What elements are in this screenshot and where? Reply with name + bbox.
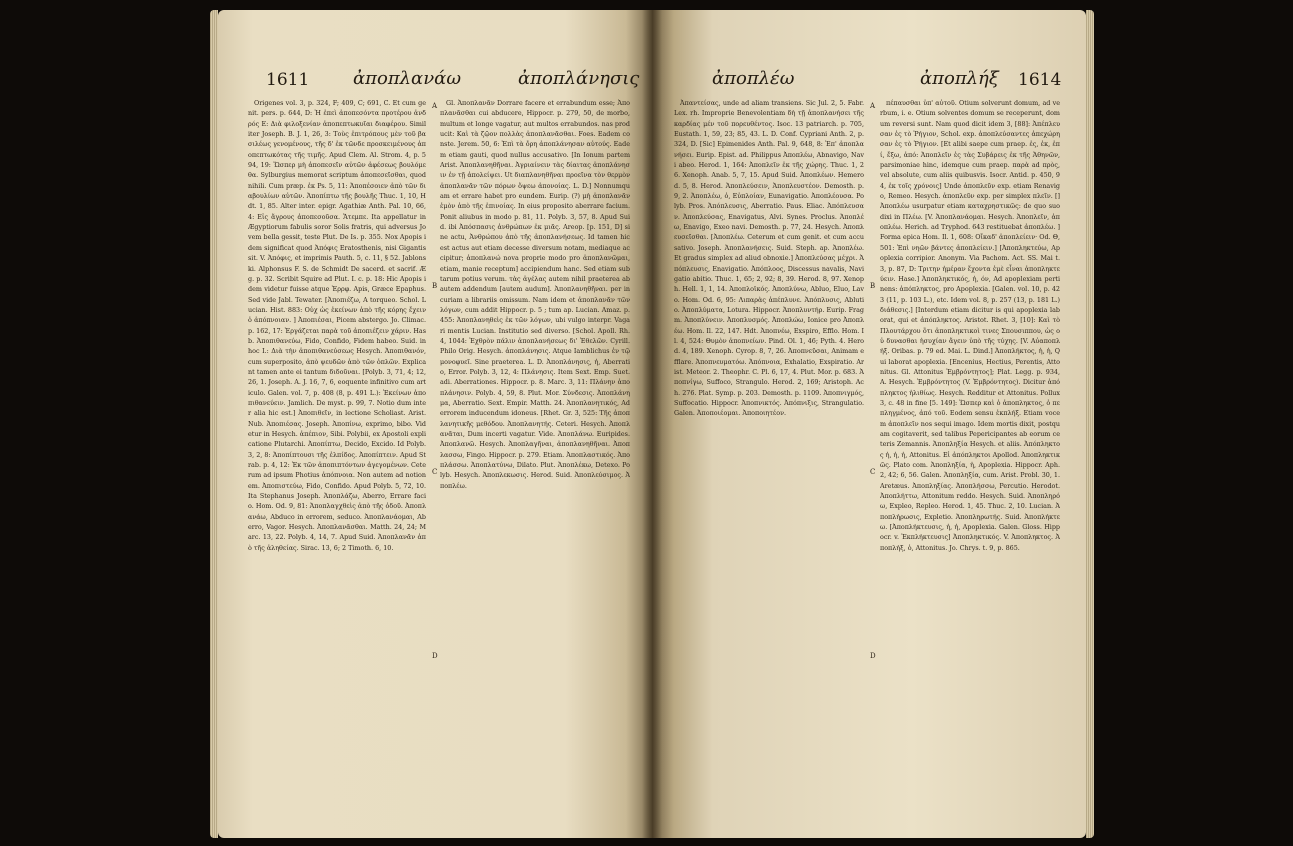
section-marker: B <box>870 282 876 290</box>
book-gutter <box>642 10 662 838</box>
column-text: Gl. Ἀποπλανᾶν Dorrare facere et errabundum esse; Ἀποπλανᾶσθαι cui abducere, Hippocr. p. 279, 50, de morbo, multum et longe vagatur, aut multos errabundos. nas producit: Καὶ τὰ ζῷον πολλὰς ἀποπλανᾶσθαι. Foes. Eadem conste. Jerem. 50, 6: Ἐπὶ τὰ ὄρη ἀποπλάνησαν αὐτούς. Eadem etiam gauti, quod nullus accusativo. [In Ionum partem Arist. Ἀποπλανηθῆναι. Ἀγριαίνειν τὰς δίαιτας ἀποπλάνησιν ἐν τῇ ἀπολείψει. Ut διαπλανηθῆναι προεῖνα τὸν θερμὸν ἀποπλανᾶν τῶν πόρων ὄψεω ἀπονοίας. L. D.] Nonnumquam et errare habet pro eundem. Eurip. (?) μὴ ἀποπλανᾶν ἐμὸν ἀπὸ τῆς ἐπινοίας. In eius proposito aberrare facium. Ponit aliubus in modo p. 81, 11. Polyb. 3, 57, 8. Apud Suid. ibi Ἀπόσπασις ἀνθρώπων ἐκ μιᾶς. Areop. [p. 151, D] sine actu, Ἀνθρώπου ἀπὸ τῆς ἀποπλανήσεως. Id tamen hic est actus aut etiam decesse diversum notam, mediaque accipitur; ἀποπλανώ nova proprie modo pro ἀποπλανῶμαι, etiam, manie receptum] accipiendum hanc. Sed etiam sub tarum potius verum. τὰς ἀγέλας autem nihil praeterea ab autem addendum [autem audum]. Ἀποπλανηθῆναι. per incuriam a librariis omissum. Nam idem et ἀποπλανᾶν τῶν λόγων, cum addit Hippocr. p. 5 ; tum ap. Lucian. Amaz. p. 455: Ἀποπλανηθεὶς ἐκ τῶν λόγων, ubi vulgo interpr. Vagari mentis Lucian. Institutio sed diverso. [Schol. Apoll. Rh. 4, 1044: Ἐχθρὸν πάλιν ἀποπλανήσεως δι' Ἐθελῶν. Cyrill. Philo Orig. Hesych. ἀποπλάνησις. Atque Iamblichus ἐν τῷ μονοφυεῖ. Sine praeterea. L. D. Ἀποπλάνησις, ἡ, Aberratio, Error. Polyb. 3, 12, 4: Πλάνησις. Item Sext. Emp. Suet. adi. Aberrationes. Hippocr. p. 8. Marc. 3, 11: Πλάνην ἀποπλάνησιν. Polyb. 4, 59, 8. Plut. Mor. Σύνδεσις. Ἀποπλάνημα, Aberratio. Sext. Empir. Matth. 24. Ἀποπλανητικός, Ad errorem inducendum idoneus. [Rhet. Gr. 3, 525: Τῆς ἀποπλανητικῆς μεθόδου. Ἀποπλανητής. Ceteri. Hesych. Ἀποπλανᾶται, Dum incerti vagatur. Vide. Ἀποπλάνω. Euripides. Ἀποπλανῶ. Hesych. Ἀποπλαγῆναι, ἀποπλανηθῆναι. Ἀποπλασσω, Fingo. Hippocr. p. 279. Etiam. Ἀποπλαστικός. Ἀποπλάσσω. Ἀποπλατύνω, Dilato. Plut. Ἀποπλέκω, Detexo. Polyb. Hesych. Ἀποπλεκωσις. Herod. Suid. Ἀποπλεύσιμος. Ἀποπλέω. <box>440 99 630 490</box>
page-number-right: 1614 <box>1018 70 1062 90</box>
column-text: Origenes vol. 3, p. 324, F; 409, C; 691, C. Et cum genit. pers. p. 644, D: Ἡ ἐπεὶ ἀποπεσόντα προτέρου ἀνδρός E: Διὰ φιλοξενίαν ἀποπεπτωκυῖαι διαφέρου. Similiter Joseph. B. J. 1, 26, 3: Τοὺς ἐπιτρόπους μὲν τοῦ βασιλέως γενομένους, τῆς δ' ἐκ τῶνδε προσκειμένους ἀποπεπτωκότας τῆς τιμῆς. Apud Clem. Al. Strom. 4, p. 594, 19: Ὥσπερ μὴ ἀποπεσεῖν αὐτῶν ἀφέσεως βουλόμεθα. Sylburgius memorat scriptum ἀποπεσεῖσθαι, quod nihili. Cum præp. ἐκ Ps. 5, 11: Ἀποπέσοιεν ἀπὸ τῶν διαβουλίων αὐτῶν. Ἀποπίπτω τῆς βουλῆς Thuc. 1, 10, Hdt. 1, 85. Alter inter. epigr. Agathiæ Anth. Pal. 10, 66, 4: Εἰς ἄγρους ἀποπεσοῦσα. Ἄτεμπε. Ita appellatur in Ægyptiorum fabulis soror Solis fratris, qui adversus Jovem bella gessit, teste Plut. De Is. p. 355. Nox Apopis idem significat quod Ἀπόφις Eratosthenis, nisi Gigantis sit. V. Ἀπόφις, et imprimis Pauth. 5, c. 11, § 52. Jablonski. Alphonsus F. S. de Schmidt De sacerd. et sacrif. Æg. p. 32. Scribit Squire ad Plut. I. c. p. 18: Hic Apopis idem videtur fuisse atque Ἐρρφ. Apis, Græce Epaphus. Sed vide Jabl. Tewater. [Ἀποπιέζω, A torqueo. Schol. Lucian. Hist. 883: Οὐχ ὡς ἐκείνων ἀπὸ τῆς κόρης ἔχειν ὁ ἀπόπνοιαν. ] Ἀποπιέσαι, Picem abstergo. Jo. Climac. p. 162, 17: Ἐργάζεται παρὰ τοῦ ἀποπιέζειν χάριν. Hasb. Ἀποπιθανεύω, Fido, Confido, Fidem habeo. Suid. in hoc I.: Διὰ τὴν ἀποπιθανεύσεως Hesych. Ἀποπιθανόν, cum superposito, ἀπὸ ψευδῶν ἀπὸ τῶν ὁπλῶν. Explicant tamen ante ei tantum διδοῦναι. [Polyb. 3, 71, 4; 12, 26, 1. Joseph. A. J. 16, 7, 6, eoquente infinitivo cum articulo. Galen. vol. 7, p. 408 (8, p. 491 L.): Ἐκείνων ἀποπιθανεύειν. Jamlich. De myst. p. 99, 7. Notio dum inter alia hic est.] Ἀποπιθεῖν, in lectione Scholiast. Arist. Nub. Ἀποπιέσας. Joseph. Ἀποπίνω, exprimo, bibo. Videtur in Hesych. ἀπέπιον, Sibi. Polybii, ex Apostoli explicatione Plutarchi. Ἀποπίπτω, Decido, Excido. Id Polyb. 3, 2, 8: Ἀποπίπτουσι τῆς ἐλπίδος. Ἀποπίπτειν. Apud Strab. p. 4, 12: Ἐκ τῶν ἀποπιπτόντων ἀγεγομένων. Ceterum ad ipsum Photius ἀπόπνοια. Non autem ad notionem. Ἀποπιστεύω, Fido, Confido. Apud Polyb. 5, 72, 10. Ita Stephanus Joseph. Ἀποπλάζω, Aberro, Errare facio. Hom. Od. 9, 81: Ἀποπλαγχθεὶς ἀπὸ τῆς ὁδοῦ. Ἀποπλανάω, Abduco in errorem, seduco. Ἀποπλανάομαι, Aberro, Vagor. Hesych. Ἀποπλανᾶσθαι. Matth. 24, 24; Marc. 13, 22. Polyb. 4, 14, 7. Apud Suid. Ἀποπλανᾶν ἀπὸ τῆς ἀληθείας. Sirac. 13, 6; 2 Timoth. 6, 10. <box>248 99 426 552</box>
left-page-column-2 <box>440 98 630 828</box>
right-page-header <box>652 70 1086 96</box>
right-page-column-1 <box>674 98 864 828</box>
page-edges-left <box>210 10 218 838</box>
running-headword-right-2: ἀποπλήξ <box>920 68 999 89</box>
section-marker: A <box>432 102 438 110</box>
page-number-left: 1611 <box>266 70 310 90</box>
running-headword-right-1: ἀποπλέω <box>712 68 795 89</box>
right-page-column-2 <box>880 98 1060 828</box>
left-page <box>218 10 652 838</box>
section-marker: D <box>432 652 438 660</box>
running-headword-left-2: ἀποπλάνησις <box>518 68 640 89</box>
open-book <box>218 10 1086 838</box>
section-marker: C <box>432 468 438 476</box>
column-text: Ἀπαντείσας, unde ad aliam transiens. Sic Jul. 2, 5. Fabr. Lex. rh. Improprie Benevolentiam δὴ τῇ ἀποπλανήσει τῆς καρδίας μέν τοῦ πορευθέντος. Isoc. 13 patriarch. p. 705, Eustath. 1, 59, 23; 85, 43. L. D. Conf. Cypriani Anth. 2, p. 324, D. [Sic] Epimenides Anth. Pal. 9, 648, 8: Ἐπ' ἀποπλανήσει. Eurip. Epist. ad. Philippus Ἀποπλέω, Abnavigo, Navi abeo. Herod. 1, 164: Ἀποπλεῖν ἐκ τῆς χώρης. Thuc. 1, 26. Xenoph. Anab. 5, 7, 15. Apud Suid. Ἀποπλέων. Hemerod. 5, 8. Herod. Ἀποπλεύσειν, Ἀποπλευστέον. Demosth. p. 9, 2. Ἀποπλέω, ὁ, Εὐπλοίαν, Eunavigatio. Ἀποπλέουσα. Polyb. Pros. Ἀπόπλευσις, Aberratio. Paus. Eliac. Ἀπόπλευσαν. Ἀποπλεύσας, Enavigatus, Alvi. Synes. Proclus. Ἀποπλέω, Enavigo, Exeo navi. Demosth. p. 77, 24. Hesych. Ἀποπλευσεῖσθαι. [Ἀποπλέω. Ceterum et cum genit. et cum accusativo. Joseph. Ἀποπλανήσεις. Suid. Steph. ap. Ἀποπλέω. Et gradus simplex ad aliud obnoxie.] Ἀποπλεύσας μέχρι. Ἀπόπλευσις, Enavigatio. Ἀπόπλοος, Discessus navalis, Navigatio abitio. Thuc. 1, 65; 2, 92; 8, 39. Herod. 8, 97. Xenoph. Hell. 1, 1, 14. Ἀποπλοϊκός. Ἀποπλύνω, Abluo, Eluo, Lavo. Hom. Od. 6, 95: Λιπαρὰς ἀπέπλυνε. Ἀπόπλυσις, Ablutio. Ἀποπλύματα, Lotura. Hippocr. Ἀποπλυντήρ. Eurip. Fragm. Ἀποπλύνειν. Ἀποπλυσμός. Ἀποπλώω, Ionice pro Ἀποπλέω. Hom. Il. 22, 147. Hdt. Ἀποπνέω, Exspiro, Efflo. Hom. Il. 4, 524: Θυμὸν ἀποπνείων. Pind. Ol. 1, 46; Pyth. 4. Herod. 4, 189. Xenoph. Cyrop. 8, 7, 26. Ἀποπνεῦσαι, Animam efflare. Ἀποπνευματόω. Ἀπόπνοια, Exhalatio, Exspiratio. Arist. Meteor. 2. Theophr. C. Pl. 6, 17, 4. Plut. Mor. p. 683. Ἀποπνίγω, Suffoco, Strangulo. Herod. 2, 169; Aristoph. Ach. 276. Plat. Symp. p. 203. Demosth. p. 1109. Ἀποπνιγμός, Suffocatio. Hippocr. Ἀποπνικτός. Ἀπόπνιξις, Strangulatio. Galen. Ἀποποιέομαι. Ἀποποιητέον. <box>674 99 864 418</box>
section-marker: D <box>870 652 876 660</box>
column-text: πέπαυσθαι ὑπ' αὐτοῦ. Otium solverunt domum, ad verbum, i. e. Otium solventes domum se receperunt, domum reversi sunt. Nam quod dicit idem 3, [88]: Ἀπέπλευσαν ἐς τὸ Ῥήγιον, Schol. exp. ἀποπλεύσαντες ἀπεχώρησαν ἐς τὸ Ῥήγιον. [Et alibi saepe cum praep. ἐς, ἐκ, ἐπί, ἔξω, ἀπό: Ἀποπλεῖν ἐς τὰς Συβάρεις ἐκ τῆς Ἀθηνῶν, parsimoniae hinc, idemque cum praep. παρὰ ad πρὸς, vel absolute, cum aliis quibusvis. Isocr. Antid. p. 450, 94, ἐκ τοῖς χρόνοις] Unde ἀποπλεῦν exp. etiam Renavigo, Remeo. Hesych. ἀποπλεῦν exp. per simplex πλεῖν. [] Ἀποπλέω usurpatur etiam καταχρηστικῶς: de quo suo dixi in Πλέω. [V. Ἀποπλανάομαι. Hesych. Ἀποπλεῖν, ἀποπλέω. Herich. ad Tryphod. 643 restituebat ἀποπλέω. ] Forma epica Hom. Il. 1, 608: Οἴκαδ' ἀποπλείειν· Od. Θ, 501: Ἐπὶ νηῶν βάντες ἀποπλείειν.] [Ἀποπληκτεύω, Apoplexia corripior. Anonym. Via Pachom. Act. SS. Mai t. 3, p. 87, D: Τριτην ἡμέραν ἔχοντα ἐμὲ εἶναι ἀποπληκτεύειν. Hase.] Ἀποπληκτικός, ἡ, όν, Ad apoplexiam pertinens: ἀπόπληκτος, pro Apoplexia. [Galen. vol. 10, p. 423 (11, p. 103 L.), etc. Idem vol. 8, p. 257 (13, p. 181 L.) διάθεσις.] [Interdum etiam dicitur is qui apoplexia laborat, qui et ἀπόπληκτος. Aristot. Rhet. 3, [10]: Καὶ τὸ Πλουτάρχου ὅτι ἀποπληκτικοὶ τινες Σπουσιππου, ὡς οὐ δυνασθαι ἡσυχίαν ἄγειν ὑπὸ τῆς τύχης. [V. Αὐαποπλήξ. Oribas. p. 79 ed. Mai. L. Dind.] Ἀποπλήκτος, ἡ, ἡ, Qui laborat apoplexia. [Encenius, Hectius, Perentis, Attonitus. Gl. Attonitus Ἐμβρόντητος]; Plat. Legg. p. 934, A. Hesych. Ἐμβρόντητος (V. Ἐμβρόντητος). Dicitur ἀπόπληκτος ἡλιθίως. Hesych. Redditur et Attonitus. Pollux 3, c. 48 in fine [5. 149]: Ὥσπερ καὶ ὁ ἀποπληκτος, ὁ πεπληγμένος, ἀπό τοῦ. Eodem sensu ἐκπλήξ. Etiam vocem ἀποπλεῖν nos sequi imago. Idem mortis dixit, postquam cogitaverit, sed talibus Pepericipantes ab eorum ceteris Zemannis. Ἀποπληξία Hesych. et aliis. Ἀπόπληκτος ἡ, ἡ, ἡ, Attonitus. Εἰ ἀπόπληκτοι Apollod. Ἀποπληκτικῶς. Plato com. Ἀποπληξία, ἡ, Apoplexia. Hippocr. Aph. 2, 42; 6, 56. Galen. Ἀποπληξία, cum. Arist. Probl. 30, 1. Aretæus. Ἀποπληξίας. Ἀποπλήσσω, Percutio. Herodot. Ἀποπλήττω, Attonitum reddo. Hesych. Suid. Ἀποπληρόω, Expleo, Repleo. Herod. 1, 45. Thuc. 2, 10. Lucian. Ἀποπλήρωσις, Expletio. Ἀποπληρωτής. Suid. Ἀποπλήκτεω. [Ἀποπλήκτευσις, ἡ, ἡ, Apoplexia. Galen. Gloss. Hippocr. v. Ἐκπλήκτευσις] Ἀποπληκτικός. V. Ἀποπληκτος. Ἀποπλήξ, ὁ, Attonitus. Jo. Chrys. t. 9, p. 865. <box>880 99 1060 552</box>
page-edges-right <box>1086 10 1094 838</box>
section-marker: A <box>870 102 876 110</box>
section-marker: C <box>870 468 876 476</box>
section-marker: B <box>432 282 438 290</box>
running-headword-left-1: ἀποπλανάω <box>353 68 461 89</box>
left-page-header <box>218 70 652 96</box>
right-page <box>652 10 1086 838</box>
left-page-column-1 <box>248 98 426 828</box>
